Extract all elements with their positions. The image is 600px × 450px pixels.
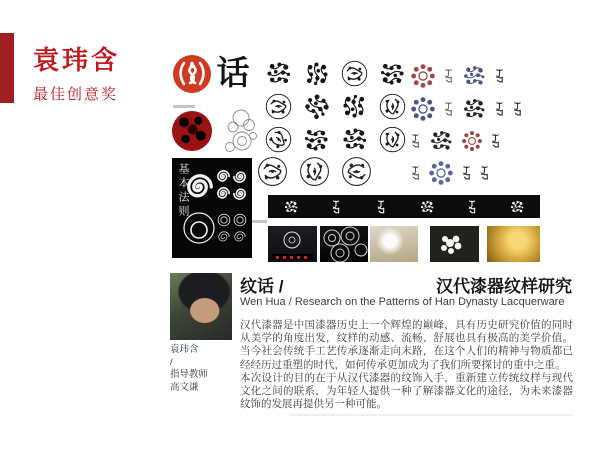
flower-lamp-photo [430, 226, 479, 262]
accent-bar [0, 33, 14, 103]
designer-portrait [170, 273, 232, 340]
pattern-thumbnail [256, 155, 289, 188]
glyph-mark [479, 163, 490, 183]
colored-pattern-row [410, 60, 552, 92]
award-title: 最佳创意奖 [33, 86, 119, 103]
credits-block [170, 344, 208, 394]
pattern-thumbnail [340, 155, 373, 188]
golden-lamp-photo [487, 226, 540, 262]
pattern-thumbnail [298, 155, 331, 188]
lamp-desk-photo [370, 226, 418, 262]
colored-pattern-row [410, 93, 552, 125]
pattern-thumbnail [264, 92, 293, 121]
glyph-mark [410, 131, 421, 151]
circle-sketches [213, 106, 259, 156]
pattern-thumbnail [428, 128, 454, 154]
pattern-thumbnail [378, 92, 407, 121]
credit-advisor: 高文谦 [170, 381, 199, 393]
tiny-caption [252, 220, 267, 223]
seal-calligraphy-strip [268, 195, 540, 218]
wen-logo-icon [172, 54, 212, 94]
glyph-mark [512, 99, 523, 119]
project-title-english: Wen Hua / Research on the Patterns of Han Dynasty Lacquerware [240, 296, 565, 308]
colored-pattern-row [410, 157, 552, 189]
pattern-thumbnail [410, 63, 436, 89]
description-paragraph-1: 汉代漆器是中国漆器历史上一个辉煌的巅峰，具有历史研究价值的同时从美学的角度出发，纹样的动感、流畅、舒展也具有极高的美学价值。当今社会传统手工艺传承逐渐走向末路，在这个人们的精神与物质都已经经历过重塑的时代，如何传承更加成为了我们所要探讨的重中之重。 [240, 319, 573, 371]
glyph-mark [461, 163, 472, 183]
glyph-mark [443, 66, 454, 86]
pattern-thumbnail [378, 125, 407, 154]
description-paragraph-2: 本次设计的目的在于从汉代漆器的纹饰入手，重新建立传统纹样与现代文化之间的联系，为年轻人提供一种了解漆器文化的途径，为未来漆器纹饰的发展再提供另一种可能。 [240, 371, 573, 411]
glyph-mark [494, 66, 505, 86]
basic-rules-panel [172, 158, 252, 258]
pattern-thumbnail [295, 86, 336, 127]
hua-seal-glyph: 话 [216, 54, 250, 91]
red-lacquer-pattern-circle [172, 111, 212, 151]
credit-advisor-label: 指导教师 [170, 369, 209, 380]
lacquer-plates-photo [320, 226, 368, 262]
glyph-mark [494, 99, 505, 119]
rules-panel-label: 基本法则 [177, 163, 189, 219]
project-description [240, 319, 573, 411]
tiny-caption [173, 105, 195, 108]
exhibit-photo [268, 226, 317, 262]
designer-name: 袁玮含 [33, 45, 121, 75]
project-title-row [240, 272, 572, 297]
pattern-thumbnail [461, 96, 487, 122]
pattern-thumbnail [378, 59, 407, 88]
pattern-thumbnail [461, 130, 483, 152]
pattern-thumbnail [410, 96, 436, 122]
divider [290, 414, 573, 416]
glyph-mark [443, 99, 454, 119]
white-seal-mark [283, 199, 299, 215]
colored-pattern-row [410, 125, 552, 157]
white-seal-mark [373, 199, 389, 215]
ink-pattern-grid [259, 57, 411, 157]
credit-separator: / [170, 356, 173, 368]
white-seal-mark [328, 199, 344, 215]
project-title-short: 纹话 / [240, 277, 284, 296]
white-seal-mark [464, 199, 480, 215]
project-title-full: 汉代漆器纹样研究 [436, 277, 572, 296]
pattern-thumbnail [264, 59, 293, 88]
pattern-thumbnail [428, 160, 454, 186]
white-seal-mark [419, 199, 435, 215]
spiral-studies-art [172, 158, 252, 258]
pattern-thumbnail [340, 59, 369, 88]
pattern-thumbnail [461, 63, 487, 89]
pattern-thumbnail [340, 125, 369, 154]
pattern-thumbnail [340, 92, 369, 121]
pattern-thumbnail [302, 59, 331, 88]
pattern-thumbnail [257, 119, 298, 160]
round-pattern-row [256, 155, 384, 188]
credit-student: 袁玮含 [170, 344, 199, 355]
glyph-mark [410, 163, 421, 183]
pattern-thumbnail [302, 125, 331, 154]
glyph-mark [490, 131, 501, 151]
white-seal-mark [509, 199, 525, 215]
